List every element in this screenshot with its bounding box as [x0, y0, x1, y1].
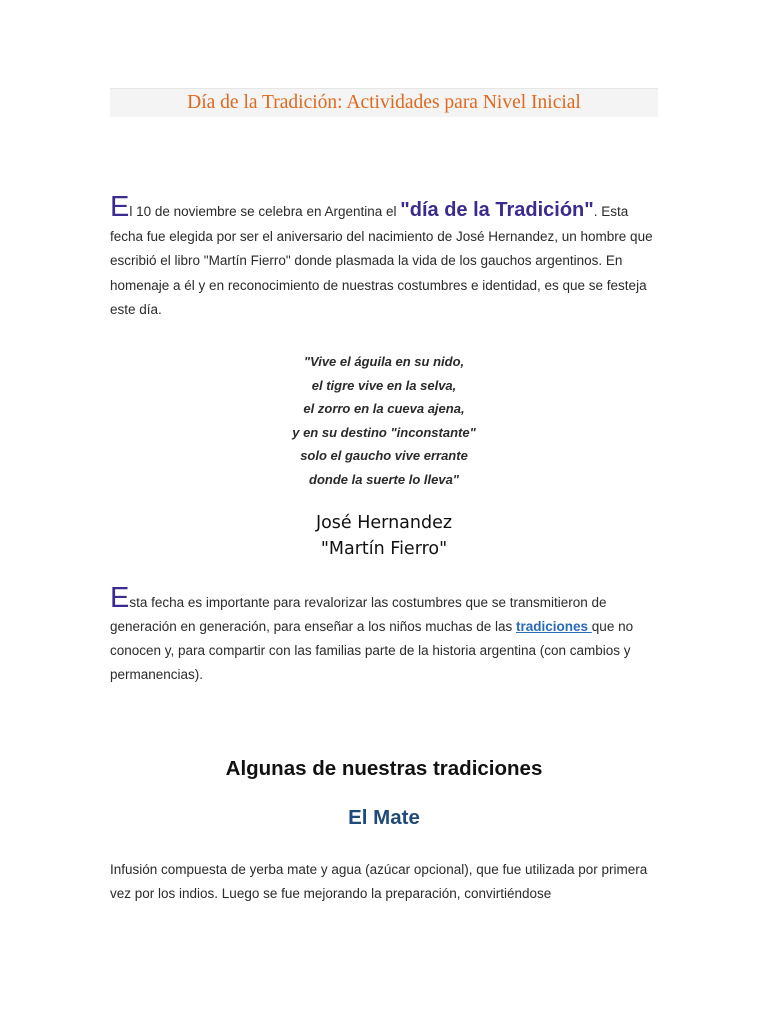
mate-paragraph: Infusión compuesta de yerba mate y agua (azúcar opcional), que fue utilizada por primera vez por los indios. Luego se fue mejorando la preparación, convirtiéndose — [110, 862, 648, 901]
poem — [110, 350, 658, 491]
author-work: "Martín Fierro" — [320, 539, 448, 559]
second-text-1: sta fecha es importante para revalorizar las costumbres que se transmitieron de generación en generación, para enseñar a los niños muchas de las — [110, 595, 607, 634]
poem-line: donde la suerte lo lleva" — [309, 471, 459, 487]
poem-line: solo el gaucho vive errante — [300, 448, 468, 463]
second-dropcap: E — [110, 582, 130, 614]
second-text-2: que no conocen y, para compartir con las familias parte de la historia argentina (con cambios y permanencias). — [110, 619, 634, 682]
poem-line: el tigre vive en la selva, — [311, 377, 457, 393]
intro-text-2: . Esta fecha fue elegida por ser el aniversario del nacimiento de José Hernandez, un hombre que escribió el libro "Martín Fierro" donde plasmada la vida de los gauchos argentinos. En homenaje a él y en reconocimiento de nuestras costumbres e identidad, es que se festeja este día. — [110, 204, 653, 317]
poem-line: el zorro en la cueva ajena, — [303, 401, 465, 416]
poem-line: "Vive el águila en su nido, — [303, 354, 465, 369]
tradiciones-link[interactable]: tradiciones — [516, 619, 592, 634]
intro-highlight: "día de la Tradición" — [400, 199, 594, 221]
intro-text-1: l 10 de noviembre se celebra en Argentina el — [129, 204, 401, 219]
intro-paragraph — [110, 191, 658, 323]
intro-dropcap: E — [110, 191, 130, 223]
author-name: José Hernandez — [315, 513, 453, 533]
poem-line: y en su destino "inconstante" — [292, 424, 476, 440]
author-block — [110, 510, 658, 562]
page-title: Día de la Tradición: Actividades para Nivel Inicial — [110, 88, 658, 117]
section-title: Algunas de nuestras tradiciones — [225, 757, 543, 780]
subsection-title: El Mate — [348, 806, 420, 829]
second-paragraph — [110, 582, 658, 687]
